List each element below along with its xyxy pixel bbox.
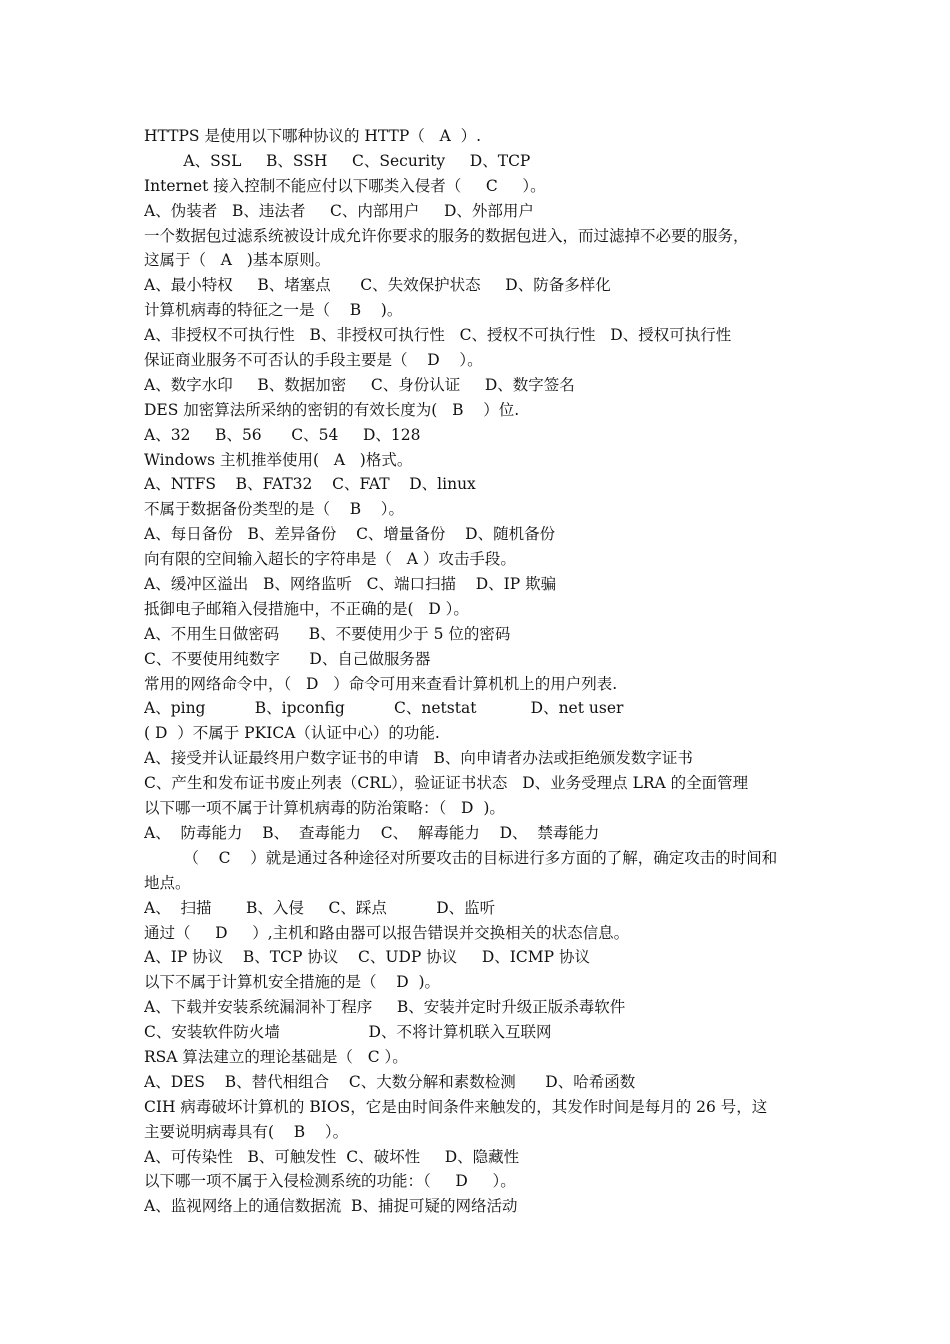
answer-options-line: A、不用生日做密码 B、不要使用少于 5 位的密码 xyxy=(144,624,511,643)
answer-options-line: A、下载并安装系统漏洞补丁程序 B、安装并定时升级正版杀毒软件 xyxy=(144,998,626,1017)
answer-options-line: A、ping B、ipconfig C、netstat D、net user xyxy=(144,699,624,718)
question-text-line: 以下不属于计算机安全措施的是（ D )。 xyxy=(144,973,441,992)
answer-options-line: A、非授权不可执行性 B、非授权可执行性 C、授权不可执行性 D、授权可执行性 xyxy=(144,326,732,345)
answer-options-line: C、安装软件防火墙 D、不将计算机联入互联网 xyxy=(144,1023,552,1042)
question-text-line: HTTPS 是使用以下哪种协议的 HTTP（ A ）. xyxy=(144,127,482,145)
answer-options-line: A、最小特权 B、堵塞点 C、失效保护状态 D、防备多样化 xyxy=(144,276,611,295)
answer-options-line: A、数字水印 B、数据加密 C、身份认证 D、数字签名 xyxy=(144,375,575,394)
question-text-line: DES 加密算法所采纳的密钥的有效长度为( B ）位. xyxy=(144,400,520,419)
question-text-line: 保证商业服务不可否认的手段主要是（ D ）。 xyxy=(144,351,483,370)
question-text-line: 地点。 xyxy=(144,873,191,892)
question-text-line: （ C ）就是通过各种途径对所要攻击的目标进行多方面的了解，确定攻击的时间和 xyxy=(144,848,778,867)
answer-options-line: A、NTFS B、FAT32 C、FAT D、linux xyxy=(144,475,476,494)
question-text-line: 常用的网络命令中，（ D ）命令可用来查看计算机机上的用户列表. xyxy=(144,674,618,693)
question-text-line: CIH 病毒破坏计算机的 BIOS，它是由时间条件来触发的，其发作时间是每月的 26 号，这 xyxy=(144,1097,768,1116)
question-text-line: 计算机病毒的特征之一是（ B )。 xyxy=(144,301,403,320)
question-text-line: 向有限的空间输入超长的字符串是（ A ）攻击手段。 xyxy=(144,550,516,569)
answer-options-line: A、 防毒能力 B、 查毒能力 C、 解毒能力 D、 禁毒能力 xyxy=(144,823,600,842)
question-text-line: RSA 算法建立的理论基础是（ C ）。 xyxy=(144,1047,408,1066)
answer-options-line: C、不要使用纯数字 D、自己做服务器 xyxy=(144,649,431,668)
answer-options-line: A、每日备份 B、差异备份 C、增量备份 D、随机备份 xyxy=(144,525,556,544)
question-text-line: 以下哪一项不属于入侵检测系统的功能：（ D ）。 xyxy=(144,1172,516,1191)
answer-options-line: A、可传染性 B、可触发性 C、破坏性 D、隐藏性 xyxy=(144,1147,520,1166)
answer-options-line: A、缓冲区溢出 B、网络监听 C、端口扫描 D、IP 欺骗 xyxy=(144,575,557,594)
answer-options-line: A、伪装者 B、违法者 C、内部用户 D、外部用户 xyxy=(144,201,534,220)
question-text-line: 主要说明病毒具有( B ）。 xyxy=(144,1122,349,1141)
answer-options-line: A、DES B、替代相组合 C、大数分解和素数检测 D、哈希函数 xyxy=(144,1072,636,1091)
answer-options-line: A、监视网络上的通信数据流 B、捕捉可疑的网络活动 xyxy=(144,1197,518,1216)
question-text-line: 以下哪一项不属于计算机病毒的防治策略：（ D )。 xyxy=(144,799,505,818)
answer-options-line: A、32 B、56 C、54 D、128 xyxy=(144,425,421,444)
question-text-line: 通过（ D ）,主机和路由器可以报告错误并交换相关的状态信息。 xyxy=(144,923,630,942)
question-text-line: 一个数据包过滤系统被设计成允许你要求的服务的数据包进入，而过滤掉不必要的服务， xyxy=(144,226,749,245)
answer-options-line: A、接受并认证最终用户数字证书的申请 B、向申请者办法或拒绝颁发数字证书 xyxy=(144,749,693,768)
question-text-line: 不属于数据备份类型的是（ B ）。 xyxy=(144,500,405,519)
question-list xyxy=(144,124,824,1219)
answer-options-line: C、产生和发布证书废止列表（CRL），验证证书状态 D、业务受理点 LRA 的全面管理 xyxy=(144,774,749,793)
answer-options-line: A、SSL B、SSH C、Security D、TCP xyxy=(144,151,531,170)
question-text-line: Windows 主机推举使用( A )格式。 xyxy=(144,450,413,469)
question-text-line: ( D ）不属于 PKICA（认证中心）的功能. xyxy=(144,724,440,743)
answer-options-line: A、 扫描 B、入侵 C、踩点 D、监听 xyxy=(144,898,496,917)
question-text-line: 抵御电子邮箱入侵措施中，不正确的是( D ）。 xyxy=(144,599,469,618)
question-text-line: Internet 接入控制不能应付以下哪类入侵者（ C ）。 xyxy=(144,176,546,195)
question-text-line: 这属于（ A )基本原则。 xyxy=(144,251,331,270)
answer-options-line: A、IP 协议 B、TCP 协议 C、UDP 协议 D、ICMP 协议 xyxy=(144,948,591,967)
